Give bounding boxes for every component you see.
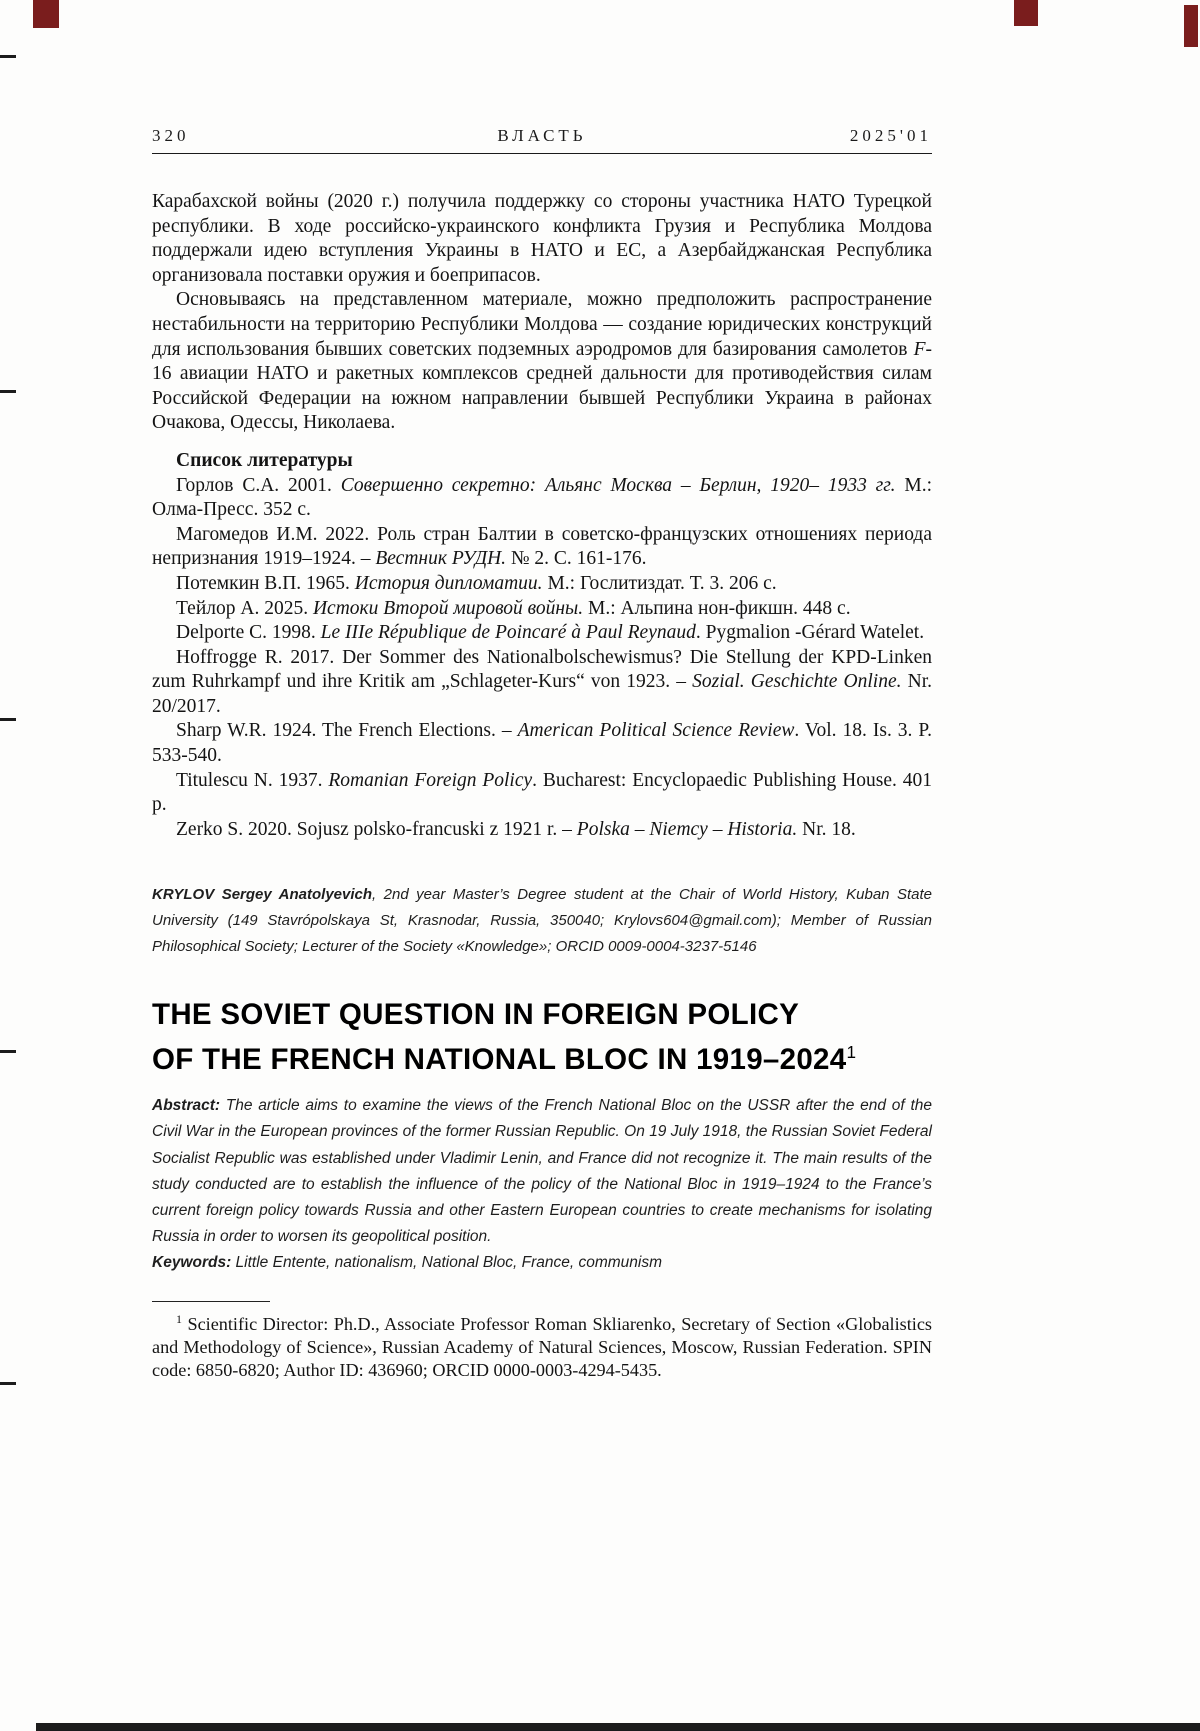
page-content xyxy=(152,0,932,1382)
references-heading: Список литературы xyxy=(176,449,353,471)
reference-item: Delporte C. 1998. Le IIIe République de Poincaré à Paul Reynaud. Pygmalion -Gérard Watelet. xyxy=(176,622,925,644)
body-paragraph: Карабахской войны (2020 г.) получила поддержку со стороны участника НАТО Турецкой республики. В ходе российско-украинского конфликта Грузия и Республика Молдова поддержали идею вступления Украины в НАТО и ЕС, а Азербайджанская Республика организовала поставки оружия и боеприпасов. xyxy=(152,191,932,286)
scan-tick-mark xyxy=(0,1050,16,1053)
author-name: KRYLOV Sergey Anatolyevich xyxy=(152,886,373,904)
reference-item: Тейлор А. 2025. Истоки Второй мировой войны. М.: Альпина нон-фикшн. 448 с. xyxy=(176,597,851,619)
abstract-label: Abstract: xyxy=(152,1097,221,1115)
body-paragraph: Основываясь на представленном материале, можно предположить распространение нестабильности на территорию Республики Молдова — создание юридических конструкций для использования бывших советских подземных аэродромов для базирования самолетов F-16 авиации НАТО и ракетных комплексов средней дальности для противодействия силам Российской Федерации на южном направлении бывшей Республики Украина в районах Очакова, Одессы, Николаева. xyxy=(152,289,932,434)
abstract-section xyxy=(152,1093,932,1276)
author-info xyxy=(152,882,932,960)
article-body xyxy=(152,190,932,436)
reference-item: Hoffrogge R. 2017. Der Sommer des Nationalbolschewismus? Die Stellung der KPD-Linken zum Ruhrkampf und ihre Kritik am „Schlageter-Kurs“ von 1923. – Sozial. Geschichte Online. Nr. 20/2017. xyxy=(152,646,933,717)
scan-artifact-top-right xyxy=(1014,0,1038,26)
page-number: 320 xyxy=(152,126,190,145)
scan-artifact-right-edge xyxy=(1184,5,1198,47)
journal-title: ВЛАСТЬ xyxy=(497,126,587,145)
reference-item: Titulescu N. 1937. Romanian Foreign Policy. Bucharest: Encyclopaedic Publishing House. 401 p. xyxy=(152,769,932,816)
author-details: , 2nd year Master’s Degree student at the Chair of World History, Kuban State University (149 Stavrópolskaya St, Krasnodar, Russia, 350040; Krylovs604@gmail.com); Member of Russian Philosophical Society; Lecturer of the Society «Knowledge»; ORCID 0009-0004-3237-5146 xyxy=(152,886,933,956)
scan-tick-mark xyxy=(0,1382,16,1385)
reference-item: Магомедов И.М. 2022. Роль стран Балтии в советско-французских отношениях периода непризнания 1919–1924. – Вестник РУДН. № 2. С. 161-176. xyxy=(152,523,932,570)
references-list xyxy=(152,474,932,843)
keywords-line: Keywords: Little Entente, nationalism, National Bloc, France, communism xyxy=(152,1254,662,1272)
footnote-marker: 1 xyxy=(176,1311,182,1326)
keywords-label: Keywords: xyxy=(152,1254,232,1272)
footnote-text: $^1$ Scientific Director: Ph.D., Associate Professor Roman Skliarenko, Secretary of Section «Globalistics and Methodology of Science», Russian Academy of Natural Sciences, Moscow, Russian Federation. SPIN code: 6850-6820; Author ID: 436960; ORCID 0000-0003-4294-5435. xyxy=(152,1311,932,1381)
footnote-section xyxy=(152,1301,932,1383)
reference-item: Потемкин В.П. 1965. История дипломатии. М.: Гослитиздат. Т. 3. 206 с. xyxy=(176,572,777,594)
scan-artifact-bottom-edge xyxy=(36,1723,1200,1731)
scan-tick-mark xyxy=(0,55,16,58)
scan-artifact-top-left xyxy=(33,0,59,28)
reference-item: Zerko S. 2020. Sojusz polsko-francuski z 1921 r. – Polska – Niemcy – Historia. Nr. 18. xyxy=(176,818,856,840)
article-title-line1: THE SOVIET QUESTION IN FOREIGN POLICY xyxy=(152,998,800,1032)
footnote-rule xyxy=(152,1301,270,1302)
scan-tick-mark xyxy=(0,718,16,721)
reference-item: Sharp W.R. 1924. The French Elections. – American Political Science Review. Vol. 18. Is. 3. P. 533-540. xyxy=(152,720,932,767)
scan-tick-mark xyxy=(0,390,16,393)
abstract-text: Abstract: The article aims to examine the views of the French National Bloc on the USSR after the end of the Civil War in the European provinces of the former Russian Republic. On 19 July 1918, the Russian Soviet Federal Socialist Republic was established under Vladimir Lenin, and France did not recognize it. The main results of the study conducted are to establish the influence of the policy of the National Bloc in 1919–1924 to the France’s current foreign policy towards Russia and other Eastern European countries to create mechanisms for isolating Russia in order to worsen its geopolitical position. xyxy=(152,1097,932,1246)
article-title-line2: OF THE FRENCH NATIONAL BLOC IN 1919–2024 xyxy=(152,1043,847,1077)
running-head xyxy=(152,126,932,146)
issue-label: 2025'01 xyxy=(849,126,932,145)
header-rule xyxy=(152,153,932,154)
title-footnote-marker: 1 xyxy=(846,1043,857,1063)
reference-item: Горлов С.А. 2001. Совершенно секретно: Альянс Москва – Берлин, 1920– 1933 гг. М.: Олма-Пресс. 352 с. xyxy=(152,474,932,521)
article-title xyxy=(152,996,932,1079)
